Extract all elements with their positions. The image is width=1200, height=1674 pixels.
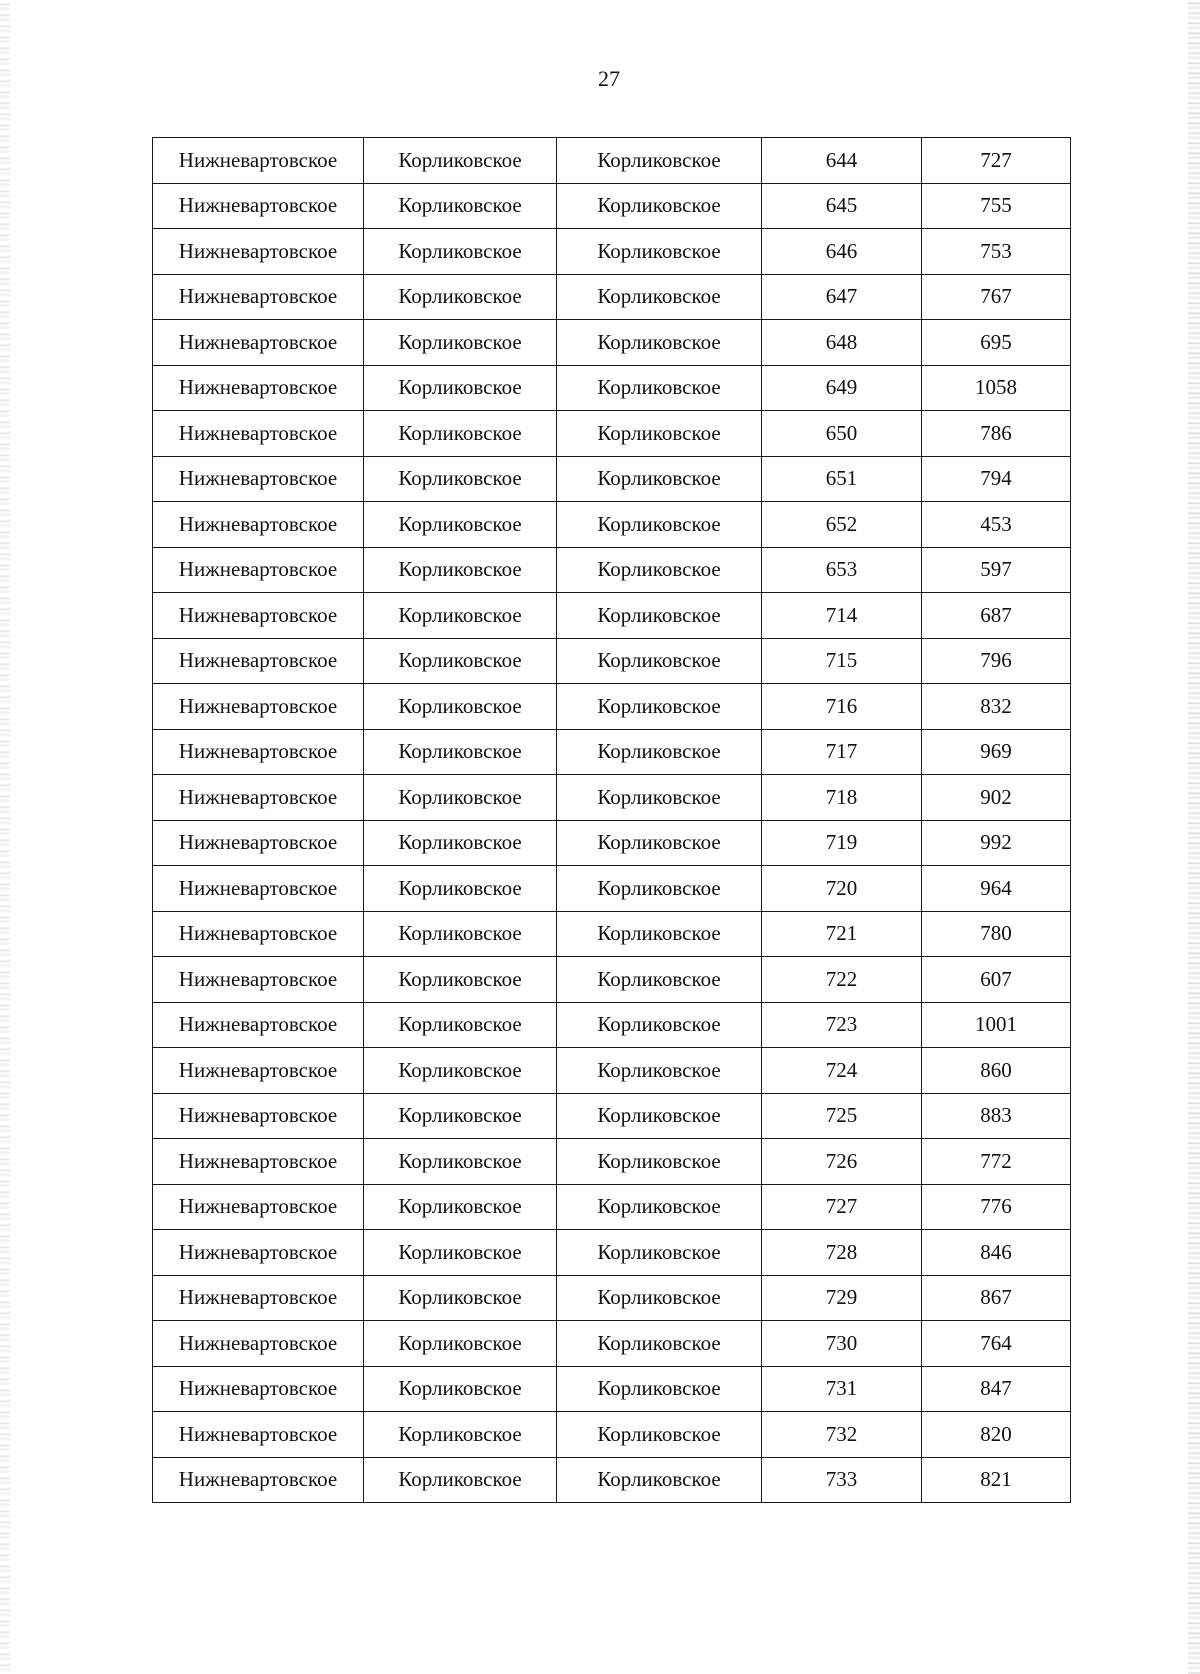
deposit-cell: Корликовское (364, 411, 557, 457)
well-pad-cell: 717 (762, 729, 922, 775)
well-pad-cell: 732 (762, 1412, 922, 1458)
value-cell: 821 (922, 1457, 1071, 1503)
well-pad-cell: 730 (762, 1321, 922, 1367)
value-cell: 969 (922, 729, 1071, 775)
deposit-cell: Корликовское (364, 365, 557, 411)
table-row (153, 1321, 1071, 1367)
license-area-cell: Корликовское (557, 1230, 762, 1276)
well-pad-cell: 722 (762, 957, 922, 1003)
value-cell: 453 (922, 502, 1071, 548)
value-cell: 860 (922, 1048, 1071, 1094)
field-cell: Нижневартовское (153, 1275, 364, 1321)
value-cell: 832 (922, 684, 1071, 730)
field-cell: Нижневартовское (153, 820, 364, 866)
field-cell: Нижневартовское (153, 502, 364, 548)
well-pad-cell: 733 (762, 1457, 922, 1503)
value-cell: 846 (922, 1230, 1071, 1276)
deposit-cell: Корликовское (364, 1275, 557, 1321)
field-cell: Нижневартовское (153, 1412, 364, 1458)
value-cell: 753 (922, 229, 1071, 275)
well-pad-cell: 719 (762, 820, 922, 866)
table-row (153, 1412, 1071, 1458)
field-cell: Нижневартовское (153, 1366, 364, 1412)
deposit-cell: Корликовское (364, 229, 557, 275)
value-cell: 776 (922, 1184, 1071, 1230)
field-cell: Нижневартовское (153, 456, 364, 502)
license-area-cell: Корликовское (557, 229, 762, 275)
value-cell: 794 (922, 456, 1071, 502)
table-row (153, 365, 1071, 411)
table-row (153, 547, 1071, 593)
deposit-cell: Корликовское (364, 456, 557, 502)
license-area-cell: Корликовское (557, 1366, 762, 1412)
value-cell: 1001 (922, 1002, 1071, 1048)
deposit-cell: Корликовское (364, 1230, 557, 1276)
license-area-cell: Корликовское (557, 1184, 762, 1230)
deposit-cell: Корликовское (364, 957, 557, 1003)
table-row (153, 638, 1071, 684)
value-cell: 867 (922, 1275, 1071, 1321)
field-cell: Нижневартовское (153, 1230, 364, 1276)
deposit-cell: Корликовское (364, 502, 557, 548)
well-pad-cell: 728 (762, 1230, 922, 1276)
value-cell: 964 (922, 866, 1071, 912)
deposit-cell: Корликовское (364, 729, 557, 775)
well-pad-cell: 652 (762, 502, 922, 548)
table-row (153, 957, 1071, 1003)
well-pad-cell: 726 (762, 1139, 922, 1185)
table-row (153, 820, 1071, 866)
field-cell: Нижневартовское (153, 1321, 364, 1367)
page-number: 27 (598, 66, 620, 91)
deposit-cell: Корликовское (364, 866, 557, 912)
table-row (153, 1230, 1071, 1276)
license-area-cell: Корликовское (557, 1093, 762, 1139)
license-area-cell: Корликовское (557, 775, 762, 821)
field-cell: Нижневартовское (153, 957, 364, 1003)
table-row (153, 684, 1071, 730)
deposit-cell: Корликовское (364, 138, 557, 184)
well-pad-cell: 718 (762, 775, 922, 821)
table-row (153, 1457, 1071, 1503)
well-pad-cell: 653 (762, 547, 922, 593)
field-cell: Нижневартовское (153, 638, 364, 684)
value-cell: 883 (922, 1093, 1071, 1139)
license-area-cell: Корликовское (557, 138, 762, 184)
well-pad-cell: 649 (762, 365, 922, 411)
value-cell: 820 (922, 1412, 1071, 1458)
field-cell: Нижневартовское (153, 1093, 364, 1139)
license-area-cell: Корликовское (557, 729, 762, 775)
well-pad-cell: 647 (762, 274, 922, 320)
well-pad-cell: 731 (762, 1366, 922, 1412)
well-pad-cell: 729 (762, 1275, 922, 1321)
table-row (153, 138, 1071, 184)
deposit-cell: Корликовское (364, 1184, 557, 1230)
field-cell: Нижневартовское (153, 1184, 364, 1230)
table-row (153, 1093, 1071, 1139)
well-pad-cell: 715 (762, 638, 922, 684)
field-cell: Нижневартовское (153, 684, 364, 730)
license-area-cell: Корликовское (557, 866, 762, 912)
deposit-cell: Корликовское (364, 820, 557, 866)
table-row (153, 502, 1071, 548)
well-pad-cell: 724 (762, 1048, 922, 1094)
field-cell: Нижневартовское (153, 775, 364, 821)
license-area-cell: Корликовское (557, 411, 762, 457)
value-cell: 607 (922, 957, 1071, 1003)
table-row (153, 456, 1071, 502)
license-area-cell: Корликовское (557, 684, 762, 730)
deposit-cell: Корликовское (364, 1412, 557, 1458)
value-cell: 597 (922, 547, 1071, 593)
table-row (153, 1048, 1071, 1094)
field-cell: Нижневартовское (153, 274, 364, 320)
license-area-cell: Корликовское (557, 456, 762, 502)
field-cell: Нижневартовское (153, 411, 364, 457)
well-pad-cell: 727 (762, 1184, 922, 1230)
license-area-cell: Корликовское (557, 1412, 762, 1458)
table-row (153, 320, 1071, 366)
deposit-cell: Корликовское (364, 1002, 557, 1048)
value-cell: 772 (922, 1139, 1071, 1185)
field-cell: Нижневартовское (153, 1139, 364, 1185)
table-row (153, 1366, 1071, 1412)
field-cell: Нижневартовское (153, 866, 364, 912)
value-cell: 1058 (922, 365, 1071, 411)
well-pad-cell: 725 (762, 1093, 922, 1139)
value-cell: 780 (922, 911, 1071, 957)
license-area-cell: Корликовское (557, 547, 762, 593)
deposit-cell: Корликовское (364, 1139, 557, 1185)
well-pad-cell: 723 (762, 1002, 922, 1048)
license-area-cell: Корликовское (557, 320, 762, 366)
license-area-cell: Корликовское (557, 957, 762, 1003)
value-cell: 786 (922, 411, 1071, 457)
value-cell: 847 (922, 1366, 1071, 1412)
field-cell: Нижневартовское (153, 138, 364, 184)
license-area-cell: Корликовское (557, 183, 762, 229)
table-body (153, 138, 1071, 1503)
table-row (153, 411, 1071, 457)
field-cell: Нижневартовское (153, 365, 364, 411)
value-cell: 902 (922, 775, 1071, 821)
license-area-cell: Корликовское (557, 1048, 762, 1094)
table-row (153, 729, 1071, 775)
well-pad-cell: 721 (762, 911, 922, 957)
table-row (153, 229, 1071, 275)
well-pad-cell: 716 (762, 684, 922, 730)
value-cell: 695 (922, 320, 1071, 366)
license-area-cell: Корликовское (557, 1321, 762, 1367)
deposit-cell: Корликовское (364, 1093, 557, 1139)
table-row (153, 183, 1071, 229)
field-cell: Нижневартовское (153, 547, 364, 593)
well-pad-cell: 720 (762, 866, 922, 912)
deposit-cell: Корликовское (364, 1048, 557, 1094)
license-area-cell: Корликовское (557, 274, 762, 320)
license-area-cell: Корликовское (557, 1002, 762, 1048)
deposit-cell: Корликовское (364, 775, 557, 821)
deposit-cell: Корликовское (364, 320, 557, 366)
license-area-cell: Корликовское (557, 911, 762, 957)
field-cell: Нижневартовское (153, 183, 364, 229)
value-cell: 687 (922, 593, 1071, 639)
table-row (153, 775, 1071, 821)
well-pad-cell: 646 (762, 229, 922, 275)
value-cell: 755 (922, 183, 1071, 229)
well-pad-cell: 714 (762, 593, 922, 639)
field-cell: Нижневартовское (153, 320, 364, 366)
table-row (153, 1002, 1071, 1048)
deposit-cell: Корликовское (364, 547, 557, 593)
deposit-cell: Корликовское (364, 638, 557, 684)
table-row (153, 911, 1071, 957)
table-row (153, 1184, 1071, 1230)
value-cell: 767 (922, 274, 1071, 320)
well-pad-cell: 650 (762, 411, 922, 457)
table-row (153, 274, 1071, 320)
table-row (153, 866, 1071, 912)
deposit-cell: Корликовское (364, 911, 557, 957)
value-cell: 992 (922, 820, 1071, 866)
well-pad-cell: 651 (762, 456, 922, 502)
field-cell: Нижневартовское (153, 593, 364, 639)
license-area-cell: Корликовское (557, 1275, 762, 1321)
value-cell: 727 (922, 138, 1071, 184)
deposit-cell: Корликовское (364, 274, 557, 320)
license-area-cell: Корликовское (557, 593, 762, 639)
license-area-cell: Корликовское (557, 820, 762, 866)
deposit-cell: Корликовское (364, 1457, 557, 1503)
license-area-cell: Корликовское (557, 1457, 762, 1503)
table-row (153, 593, 1071, 639)
license-area-cell: Корликовское (557, 365, 762, 411)
deposit-cell: Корликовское (364, 684, 557, 730)
well-pad-cell: 648 (762, 320, 922, 366)
deposit-cell: Корликовское (364, 593, 557, 639)
license-area-cell: Корликовское (557, 1139, 762, 1185)
deposit-cell: Корликовское (364, 1321, 557, 1367)
deposit-cell: Корликовское (364, 183, 557, 229)
field-cell: Нижневартовское (153, 911, 364, 957)
deposit-cell: Корликовское (364, 1366, 557, 1412)
table-row (153, 1275, 1071, 1321)
license-area-cell: Корликовское (557, 638, 762, 684)
data-table (152, 137, 1071, 1503)
scan-edge-right (1188, 0, 1200, 1674)
field-cell: Нижневартовское (153, 1048, 364, 1094)
scan-edge-left (0, 0, 10, 1674)
well-pad-cell: 645 (762, 183, 922, 229)
field-cell: Нижневартовское (153, 1457, 364, 1503)
field-cell: Нижневартовское (153, 729, 364, 775)
table-row (153, 1139, 1071, 1185)
license-area-cell: Корликовское (557, 502, 762, 548)
field-cell: Нижневартовское (153, 1002, 364, 1048)
value-cell: 764 (922, 1321, 1071, 1367)
well-pad-cell: 644 (762, 138, 922, 184)
value-cell: 796 (922, 638, 1071, 684)
field-cell: Нижневартовское (153, 229, 364, 275)
